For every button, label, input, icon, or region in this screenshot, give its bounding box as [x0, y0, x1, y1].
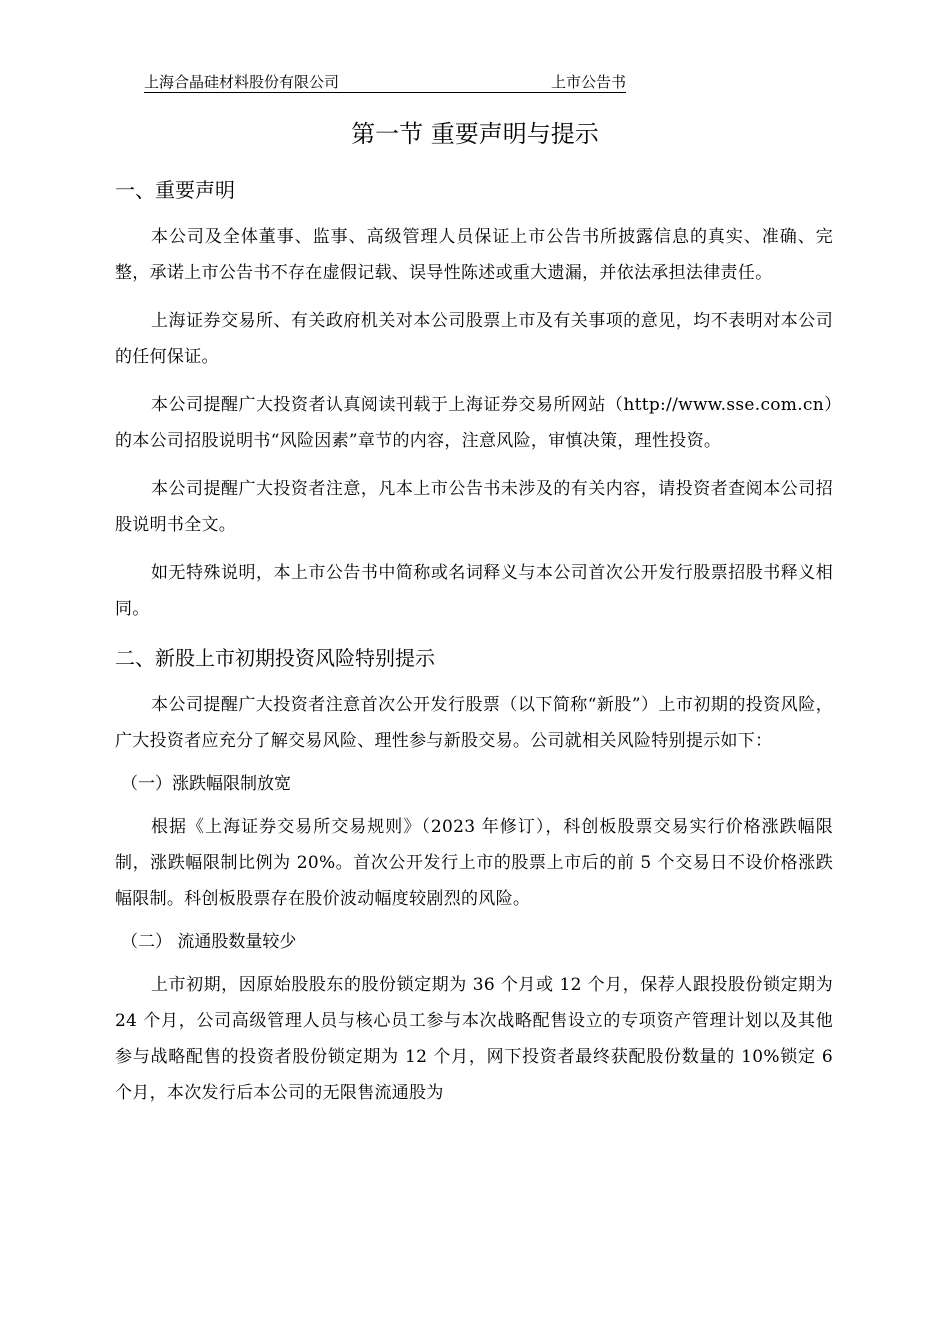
section-heading-2: 二、新股上市初期投资风险特别提示 [115, 646, 435, 670]
paragraph: 本公司提醒广大投资者认真阅读刊载于上海证券交易所网站（http://www.sse.com.cn）的本公司招股说明书“风险因素”章节的内容，注意风险，审慎决策，理性投资。 [115, 395, 833, 451]
section-heading-1: 一、重要声明 [115, 178, 235, 202]
paragraph: 上市初期，因原始股股东的股份锁定期为 36 个月或 12 个月，保荐人跟投股份锁定期为 24 个月，公司高级管理人员与核心员工参与本次战略配售设立的专项资产管理计划以及其他参与战略配售的投资者股份锁定期为 12 个月，网下投资者最终获配股份数量的 10%锁定 6 个月，本次发行后本公司的无限售流通股为 [115, 975, 833, 1103]
header-doc-type: 上市公告书 [550, 73, 626, 91]
document-body [115, 175, 833, 1123]
subsection-heading-1: （一）涨跌幅限制放宽 [121, 774, 291, 794]
paragraph: 本公司提醒广大投资者注意首次公开发行股票（以下简称“新股”）上市初期的投资风险，广大投资者应充分了解交易风险、理性参与新股交易。公司就相关风险特别提示如下： [115, 695, 833, 751]
subsection-heading-2: （二） 流通股数量较少 [121, 932, 297, 952]
paragraph: 本公司及全体董事、监事、高级管理人员保证上市公告书所披露信息的真实、准确、完整，承诺上市公告书不存在虚假记载、误导性陈述或重大遗漏，并依法承担法律责任。 [115, 227, 833, 283]
paragraph: 本公司提醒广大投资者注意，凡本上市公告书未涉及的有关内容，请投资者查阅本公司招股说明书全文。 [115, 479, 833, 535]
page-title: 第一节 重要声明与提示 [351, 120, 599, 148]
paragraph: 根据《上海证券交易所交易规则》（2023 年修订），科创板股票交易实行价格涨跌幅限制，涨跌幅限制比例为 20%。首次公开发行上市的股票上市后的前 5 个交易日不设价格涨跌幅限制。科创板股票存在股价波动幅度较剧烈的风险。 [115, 817, 833, 909]
header-company: 上海合晶硅材料股份有限公司 [144, 73, 340, 91]
paragraph: 上海证券交易所、有关政府机关对本公司股票上市及有关事项的意见，均不表明对本公司的任何保证。 [115, 311, 833, 367]
paragraph: 如无特殊说明，本上市公告书中简称或名词释义与本公司首次公开发行股票招股书释义相同。 [115, 563, 833, 619]
page-header [144, 72, 626, 93]
